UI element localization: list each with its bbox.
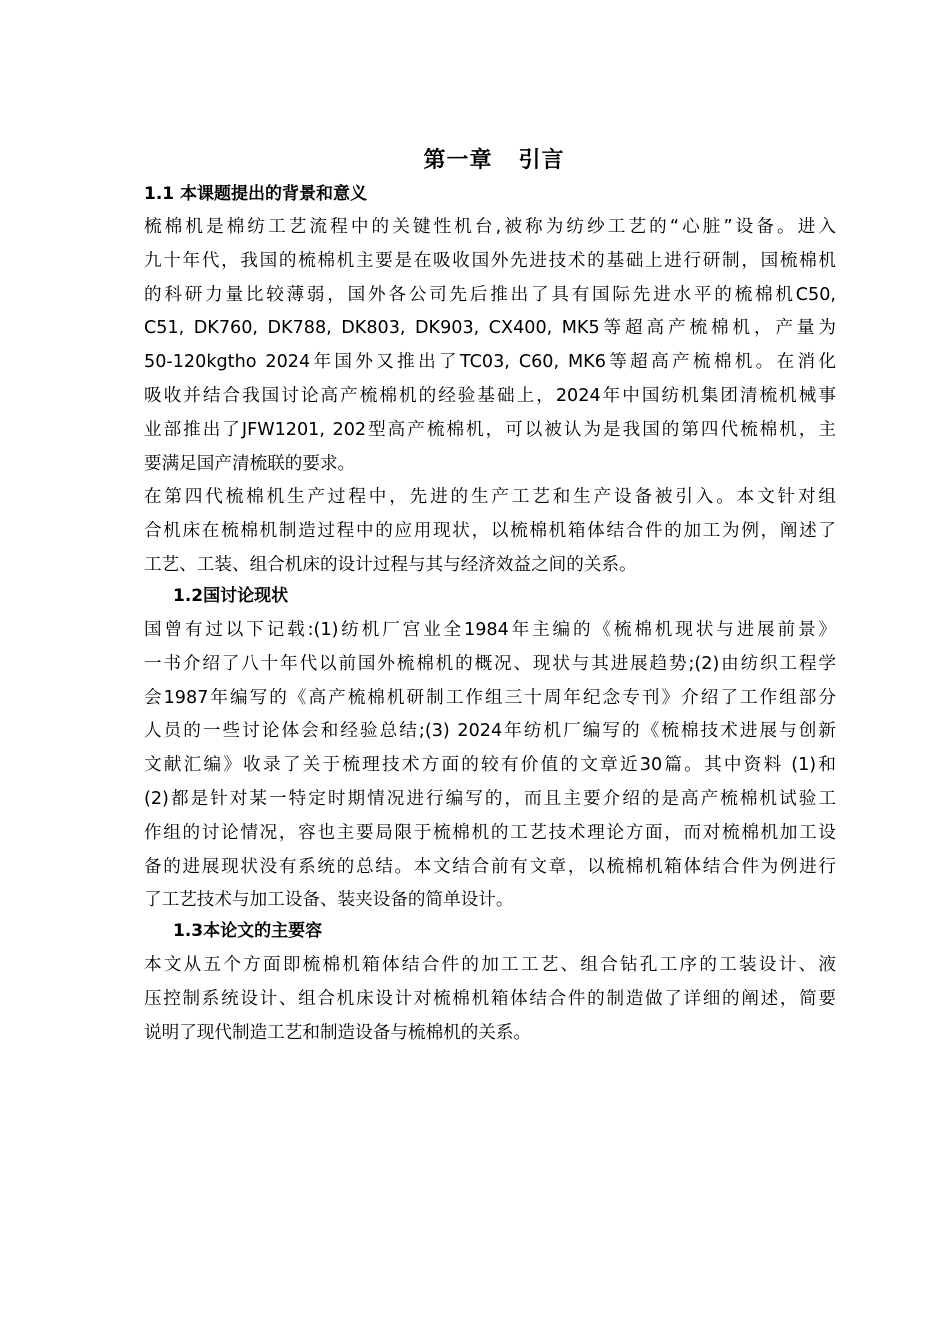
text-line: C51, DK760, DK788, DK803, DK903, CX400, MK5等超高产梳棉机，产量为 [144,318,836,339]
text-line: 50-120kgtho 2024年国外又推出了TC03, C60, MK6等超高产梳棉机。在消化 [144,352,836,373]
text-line: 的科研力量比较薄弱，国外各公司先后推出了具有国际先进水平的梳棉机C50, [144,284,836,305]
text-line: 会1987年编写的《高产梳棉机研制工作组三十周年纪念专刊》介绍了工作组部分 [144,687,836,708]
paragraph-1-3 [144,949,836,1050]
text-line: 一书介绍了八十年代以前国外梳棉机的概况、现状与其进展趋势;(2)由纺织工程学 [144,653,836,674]
section-heading-1-2: 1.2国讨论现状 [173,586,289,606]
section-heading-1-3: 1.3本论文的主要容 [173,921,323,941]
paragraph-1-1-b [144,481,836,582]
text-line: 备的进展现状没有系统的总结。本文结合前有文章，以梳棉机箱体结合件为例进行 [144,856,836,877]
paragraph-1-2 [144,614,836,918]
section-heading-1-1: 1.1 本课题提出的背景和意义 [144,184,368,204]
text-line: 说明了现代制造工艺和制造设备与梳棉机的关系。 [144,1022,532,1043]
text-line: 工艺、工装、组合机床的设计过程与其与经济效益之间的关系。 [144,554,637,575]
text-line: 压控制系统设计、组合机床设计对梳棉机箱体结合件的制造做了详细的阐述，简要 [144,988,836,1009]
text-line: 吸收并结合我国讨论高产梳棉机的经验基础上，2024年中国纺机集团清梳机械事 [144,385,836,406]
text-line: 梳棉机是棉纺工艺流程中的关键性机台,被称为纺纱工艺的“心脏”设备。进入 [144,217,836,237]
text-line: 合机床在梳棉机制造过程中的应用现状，以梳棉机箱体结合件的加工为例，阐述了 [144,520,836,541]
text-line: 本文从五个方面即梳棉机箱体结合件的加工工艺、组合钻孔工序的工装设计、液 [144,955,836,975]
text-line: 国曾有过以下记载:(1)纺机厂宫业全1984年主编的《梳棉机现状与进展前景》 [144,620,836,640]
text-line: 业部推出了JFW1201, 202型高产梳棉机，可以被认为是我国的第四代梳棉机，主 [144,419,836,440]
text-line: 要满足国产清梳联的要求。 [144,453,356,474]
chapter-title: 第一章 引言 [423,148,565,173]
paragraph-1-1-a [144,211,836,481]
text-line: 九十年代，我国的梳棉机主要是在吸收国外先进技术的基础上进行研制，国梳棉机 [144,250,836,271]
text-line: 在第四代梳棉机生产过程中，先进的生产工艺和生产设备被引入。本文针对组 [144,487,836,507]
text-line: 文献汇编》收录了关于梳理技术方面的较有价值的文章近30篇。其中资料 (1)和 [144,755,836,776]
text-line: (2)都是针对某一特定时期情况进行编写的，而且主要介绍的是高产梳棉机试验工 [144,788,836,809]
text-line: 人员的一些讨论体会和经验总结;(3) 2024年纺机厂编写的《梳棉技术进展与创新 [144,721,836,742]
text-line: 了工艺技术与加工设备、装夹设备的简单设计。 [144,890,514,911]
text-line: 作组的讨论情况，容也主要局限于梳棉机的工艺技术理论方面，而对梳棉机加工设 [144,822,836,843]
